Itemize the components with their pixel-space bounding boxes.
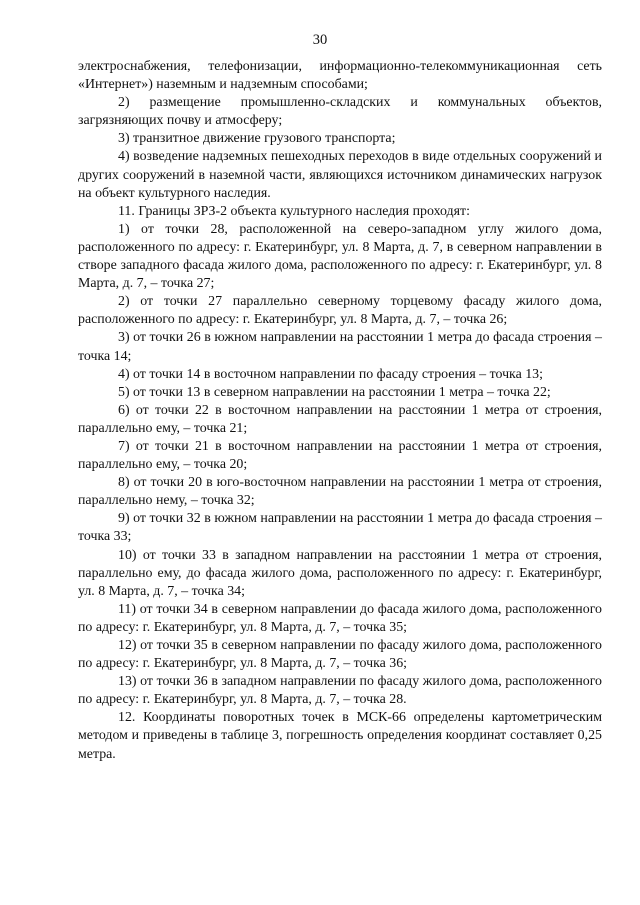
paragraph: 5) от точки 13 в северном направлении на расстоянии 1 метра – точка 22; — [118, 384, 551, 400]
paragraph: 13) от точки 36 в западном направлении по фасаду жилого дома, расположенного по адресу: г. Екатеринбург, ул. 8 Марта, д. 7, – точка 28. — [78, 674, 602, 708]
paragraph: 10) от точки 33 в западном направлении на расстоянии 1 метра от строения, параллельно ему, до фасада жилого дома, расположенного по адресу: г. Екатеринбург, ул. 8 Марта, д. 7, – точка 34; — [78, 547, 602, 599]
paragraph: 7) от точки 21 в восточном направлении на расстоянии 1 метра от строения, параллельно ему, – точка 20; — [78, 438, 602, 473]
document-body — [78, 58, 602, 764]
paragraph: 12. Координаты поворотных точек в МСК-66 определены картометрическим методом и приведены в таблице 3, погрешность определения координат составляет 0,25 метра. — [78, 710, 602, 762]
paragraph: 3) от точки 26 в южном направлении на расстоянии 1 метра до фасада строения – точка 14; — [78, 330, 602, 364]
paragraph: 2) размещение промышленно-складских и коммунальных объектов, загрязняющих почву и атмосферу; — [78, 95, 602, 129]
page-number: 30 — [312, 32, 328, 48]
paragraph: 8) от точки 20 в юго-восточном направлении на расстоянии 1 метра от строения, параллельно нему, – точка 32; — [78, 475, 602, 509]
section-heading: 11. Границы ЗРЗ-2 объекта культурного наследия проходят: — [118, 203, 470, 219]
paragraph: 11) от точки 34 в северном направлении до фасада жилого дома, расположенного по адресу: г. Екатеринбург, ул. 8 Марта, д. 7, – точка 35; — [78, 601, 602, 635]
paragraph: электроснабжения, телефонизации, информационно-телекоммуникационная сеть «Интернет») наземным и надземным способами; — [78, 59, 602, 93]
paragraph: 6) от точки 22 в восточном направлении на расстоянии 1 метра от строения, параллельно ему, – точка 21; — [78, 402, 602, 436]
paragraph: 9) от точки 32 в южном направлении на расстоянии 1 метра до фасада строения – точка 33; — [78, 511, 602, 545]
paragraph: 1) от точки 28, расположенной на северо-западном углу жилого дома, расположенного по адресу: г. Екатеринбург, ул. 8 Марта, д. 7, в северном направлении в створе западного фасада жилого дома, расположенного по адресу: г. Екатеринбург, ул. 8 Марта, д. 7, – точка 27; — [78, 221, 602, 292]
paragraph: 2) от точки 27 параллельно северному торцевому фасаду жилого дома, расположенного по адресу: г. Екатеринбург, ул. 8 Марта, д. 7, – точка 26; — [78, 294, 602, 328]
paragraph: 4) от точки 14 в восточном направлении по фасаду строения – точка 13; — [118, 366, 543, 382]
paragraph: 12) от точки 35 в северном направлении по фасаду жилого дома, расположенного по адресу: г. Екатеринбург, ул. 8 Марта, д. 7, – точка 36; — [78, 638, 602, 672]
paragraph: 4) возведение надземных пешеходных переходов в виде отдельных сооружений и других сооружений в наземной части, являющихся источником динамических нагрузок на объект культурного наследия. — [78, 149, 602, 201]
paragraph: 3) транзитное движение грузового транспорта; — [118, 131, 396, 147]
